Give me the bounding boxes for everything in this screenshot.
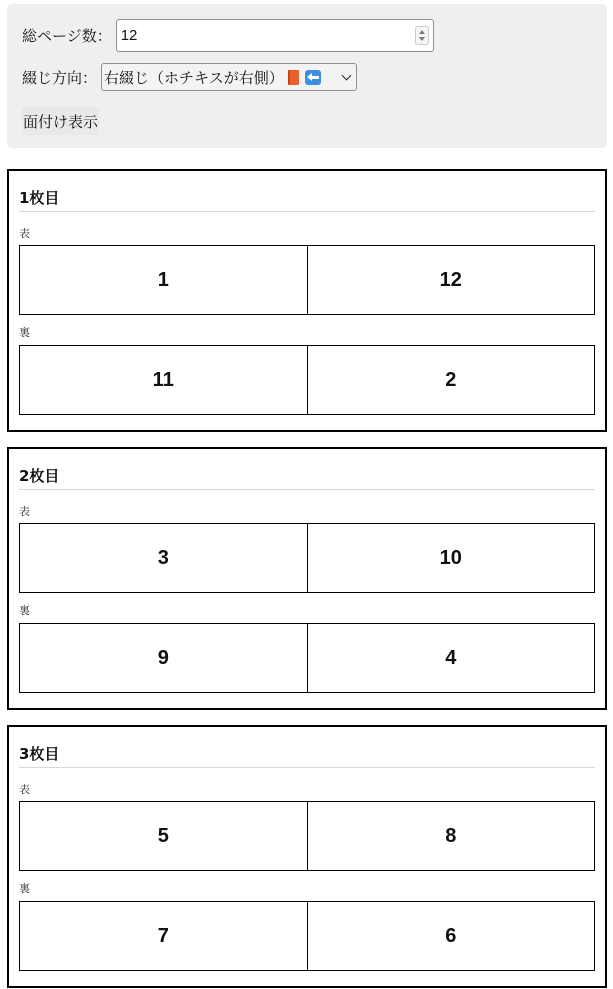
- binding-direction-select[interactable]: [101, 63, 357, 91]
- imposition-controls: [7, 4, 607, 148]
- front-side-label: 表: [19, 227, 30, 240]
- sheet-3: [7, 725, 607, 988]
- back-side-label: 裏: [19, 604, 30, 617]
- divider: [19, 489, 595, 490]
- page-cell: 9: [157, 646, 169, 669]
- left-arrow-icon: [305, 70, 321, 85]
- page-count-value[interactable]: 12: [120, 27, 138, 44]
- show-imposition-button[interactable]: 面付け表示: [22, 107, 99, 135]
- spin-up-icon[interactable]: [419, 30, 425, 34]
- chevron-down-icon[interactable]: [342, 71, 352, 81]
- page-cell: 5: [157, 824, 169, 847]
- front-side-label: 表: [19, 505, 30, 518]
- front-page-row: [19, 245, 595, 315]
- sheet-2: [7, 447, 607, 710]
- book-icon: [288, 70, 299, 85]
- spin-down-icon[interactable]: [419, 37, 425, 41]
- page-cell: 12: [307, 246, 595, 314]
- page-cell: 11: [152, 368, 174, 391]
- page-cell: 7: [157, 924, 169, 947]
- page-cell: 10: [307, 524, 595, 592]
- back-page-row: [19, 345, 595, 415]
- page-count-label: 総ページ数：: [22, 27, 112, 45]
- divider: [19, 211, 595, 212]
- back-side-label: 裏: [19, 326, 30, 339]
- front-side-label: 表: [19, 783, 30, 796]
- back-page-row: [19, 901, 595, 971]
- page-cell: 6: [307, 902, 595, 970]
- binding-direction-row: [22, 62, 357, 92]
- number-spinner[interactable]: [415, 26, 429, 45]
- page-cell: 2: [307, 346, 595, 414]
- sheet-title: 3枚目: [19, 745, 60, 763]
- page-cell: 1: [157, 268, 169, 291]
- page-count-input[interactable]: [116, 19, 434, 52]
- binding-direction-selected: 右綴じ（ホチキスが右側）: [104, 68, 284, 87]
- page-count-row: [22, 19, 434, 52]
- front-page-row: [19, 801, 595, 871]
- page-cell: 8: [307, 802, 595, 870]
- divider: [19, 767, 595, 768]
- back-side-label: 裏: [19, 882, 30, 895]
- sheet-1: [7, 169, 607, 432]
- page-cell: 3: [157, 546, 169, 569]
- page-cell: 4: [307, 624, 595, 692]
- binding-direction-label: 綴じ方向：: [22, 68, 98, 87]
- sheet-title: 1枚目: [19, 189, 60, 207]
- sheet-title: 2枚目: [19, 467, 60, 485]
- back-page-row: [19, 623, 595, 693]
- front-page-row: [19, 523, 595, 593]
